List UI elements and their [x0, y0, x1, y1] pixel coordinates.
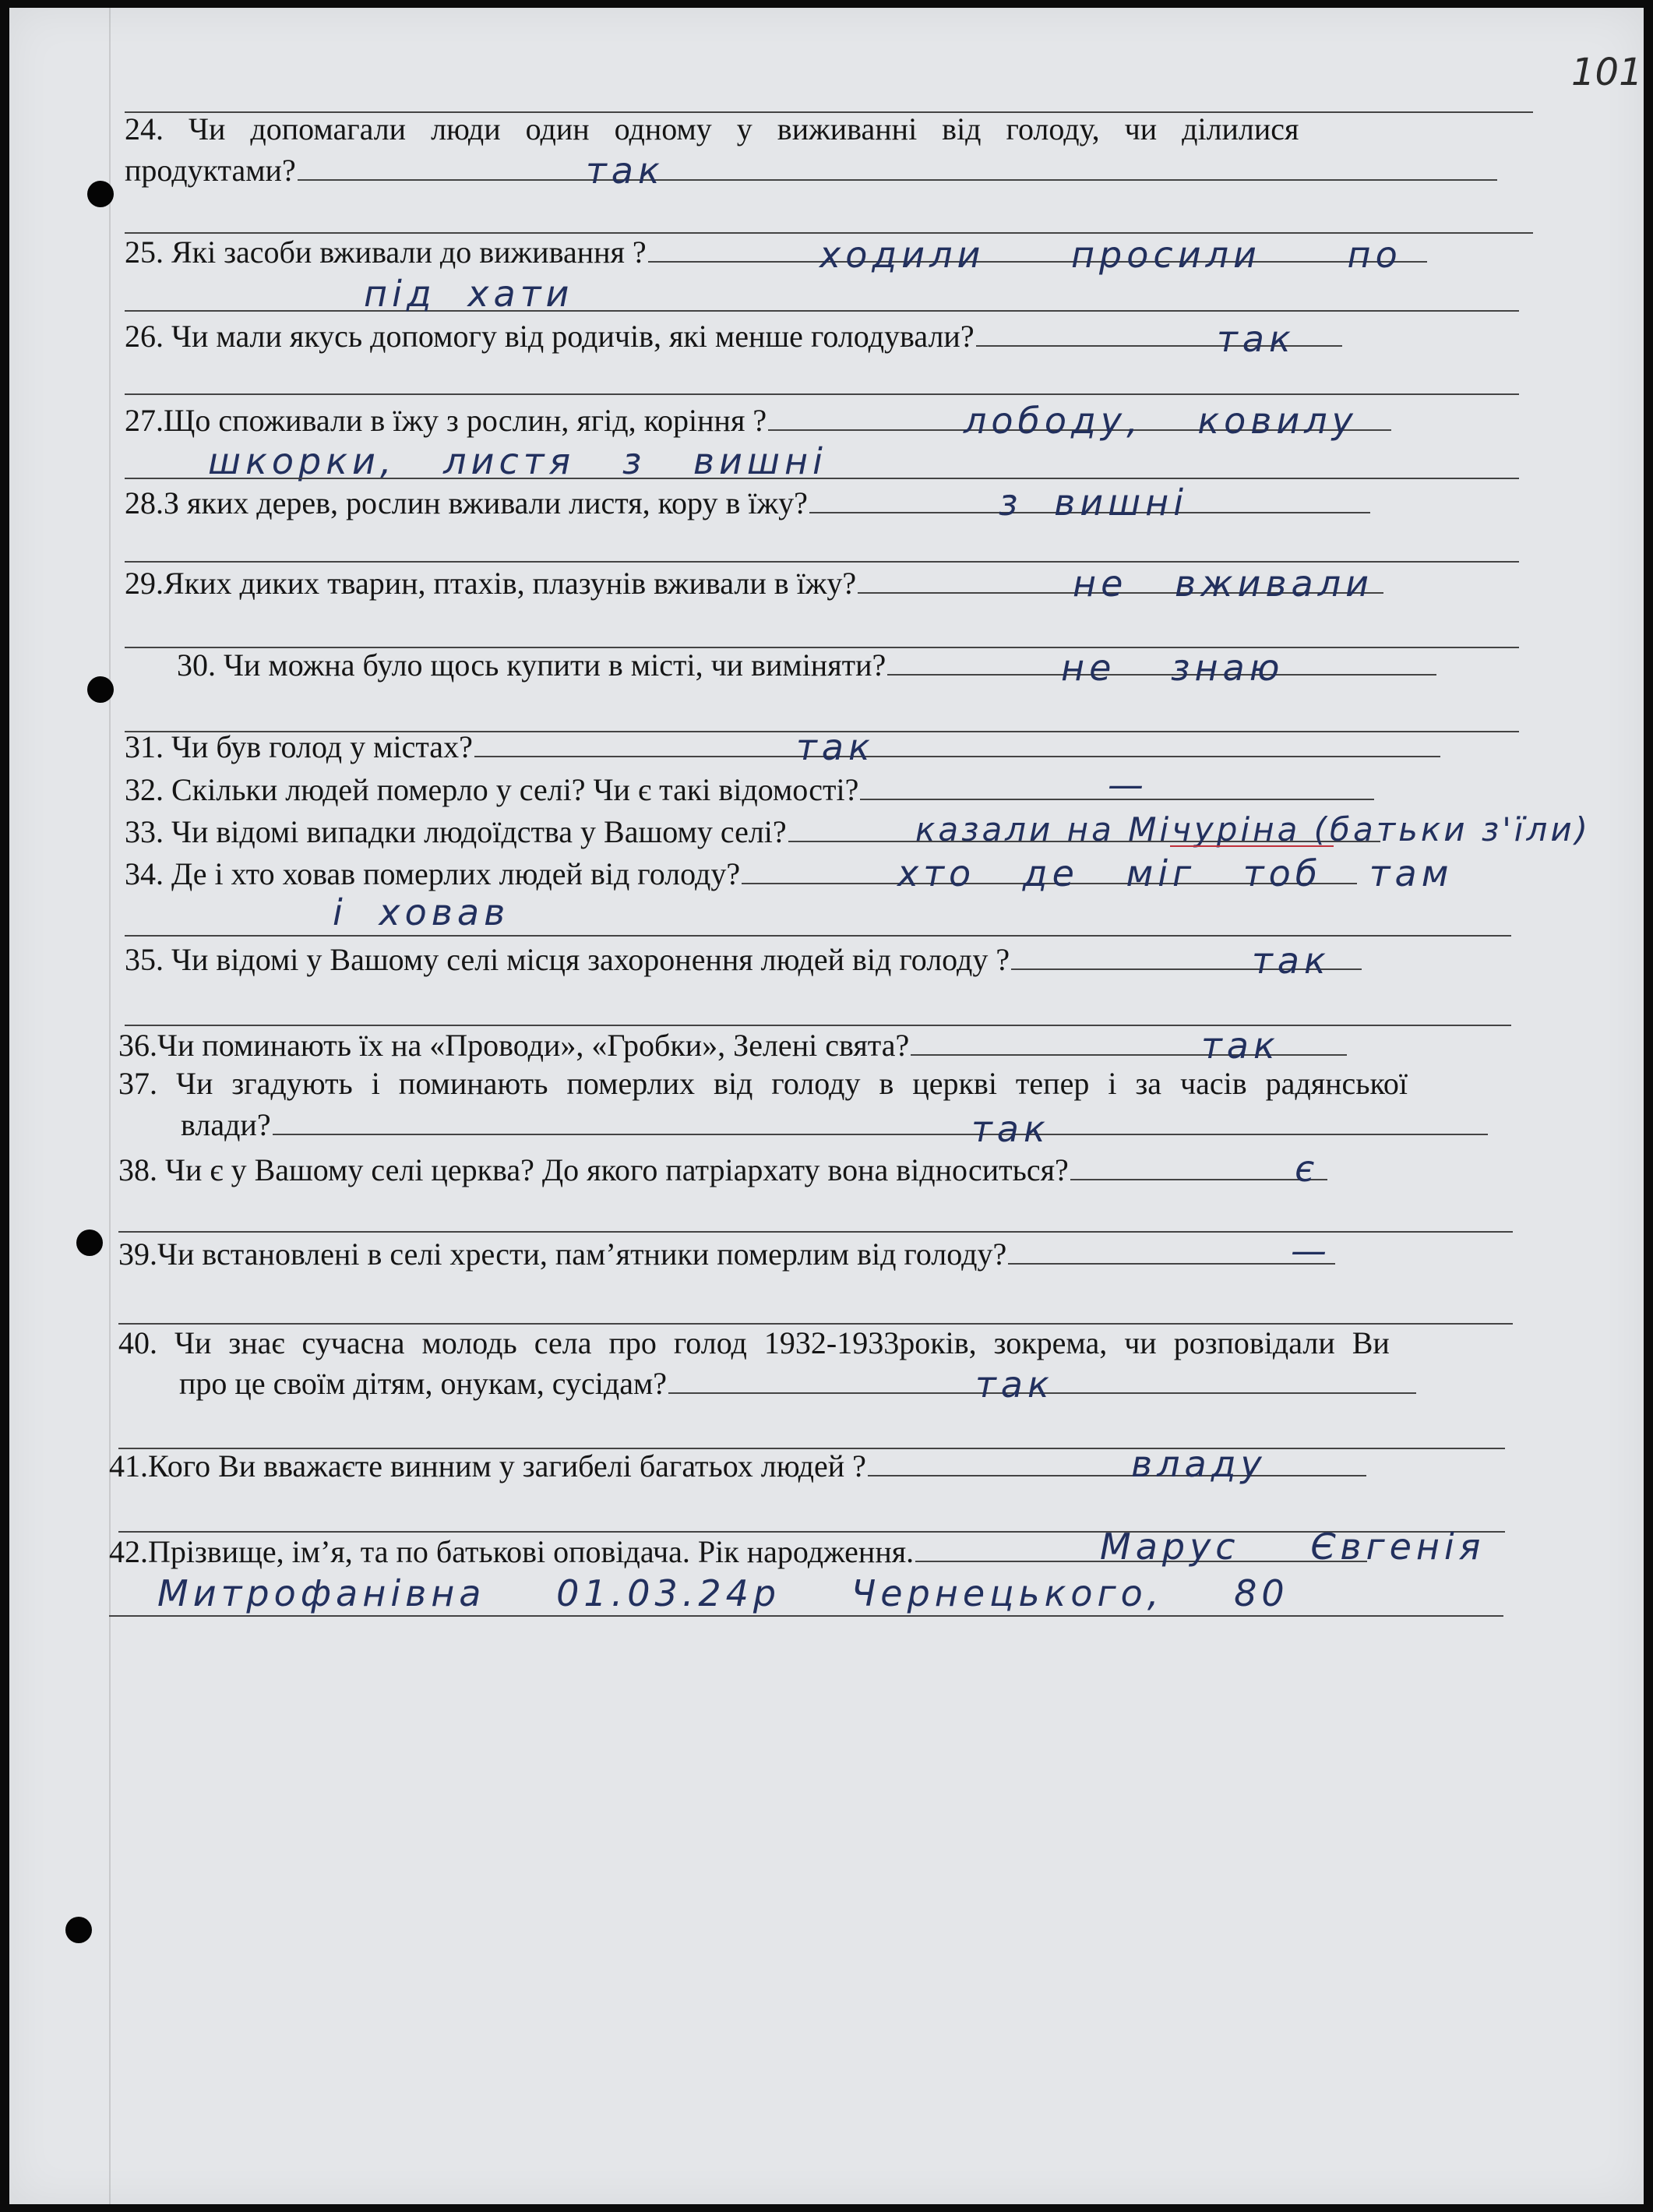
answer-25-line-2: під хати [364, 273, 574, 315]
punch-hole [87, 676, 114, 703]
question-25: 25. Які засоби вживали до виживання ? [125, 234, 1427, 270]
answer-42-line-1: Марус Євгенія [1100, 1526, 1486, 1568]
question-28: 28.З яких дерев, рослин вживали листя, кору в їжу? [125, 485, 1370, 521]
answer-24: так [586, 150, 664, 192]
question-41: 41.Кого Ви вважаєте винним у загибелі багатьох людей ? [109, 1448, 1366, 1484]
question-30: 30. Чи можна було щось купити в місті, чи виміняти? [177, 647, 1436, 683]
red-underline [1170, 845, 1334, 847]
answer-field-24[interactable] [298, 153, 1497, 181]
answer-41: владу [1131, 1443, 1267, 1485]
question-24-line-1 [125, 111, 1535, 147]
answer-field-37[interactable] [273, 1107, 1488, 1135]
question-35: 35. Чи відомі у Вашому селі місця захоронення людей від голоду ? [125, 941, 1362, 978]
answer-33: казали на Мічуріна (батьки з'їли) [915, 810, 1591, 848]
answer-34-line-2: і ховав [333, 891, 510, 933]
page-number: 101 [1571, 51, 1643, 94]
answer-field-31[interactable] [474, 729, 1440, 757]
punch-hole [76, 1229, 103, 1256]
answer-31: так [796, 726, 875, 768]
answer-39: — [1291, 1229, 1331, 1272]
answer-field-39[interactable] [1008, 1237, 1335, 1265]
question-36: 36.Чи поминають їх на «Проводи», «Гробки», Зелені свята? [118, 1027, 1347, 1064]
answer-28: з вишні [999, 482, 1189, 524]
question-31: 31. Чи був голод у містах? [125, 729, 1440, 765]
answer-36: так [1201, 1025, 1280, 1067]
answer-38: є [1295, 1148, 1320, 1190]
question-34: 34. Де і хто ховав померлих людей від голоду? [125, 856, 1357, 892]
answer-25-line-1: ходили просили по [819, 234, 1402, 276]
question-33: 33. Чи відомі випадки людоїдства у Вашому селі? [125, 813, 1380, 850]
answer-34-line-1: хто де міг тоб там [897, 852, 1454, 894]
answer-30: не знаю [1061, 647, 1285, 689]
answer-29: не вживали [1073, 563, 1374, 605]
answer-40: так [975, 1364, 1054, 1406]
question-26: 26. Чи мали якусь допомогу від родичів, які менше голодували? [125, 318, 1342, 355]
paper-fold [109, 8, 111, 2204]
answer-42-line-2: Митрофанівна 01.03.24р Чернецького, 80 [157, 1572, 1289, 1614]
question-40-line-1: 40. Чи знає сучасна молодь села про голод 1932-1933років, зокрема, чи розповідали Ви [118, 1325, 1390, 1360]
answer-field-36[interactable] [911, 1028, 1347, 1056]
answer-27-line-1: лободу, ковилу [964, 400, 1358, 442]
question-38: 38. Чи є у Вашому селі церква? До якого патріархату вона відноситься? [118, 1152, 1327, 1188]
answer-37: так [971, 1108, 1050, 1150]
question-39: 39.Чи встановлені в селі хрести, пам’ятники померлим від голоду? [118, 1236, 1335, 1272]
punch-hole [87, 181, 114, 207]
answer-line-34b [125, 935, 1511, 937]
question-text: 24. Чи допомагали люди один одному у виживанні від голоду, чи ділилися [125, 111, 1299, 146]
question-24-line-2: продуктами? [125, 152, 1497, 189]
answer-35: так [1252, 940, 1331, 982]
answer-line-27b [125, 478, 1519, 479]
question-37-line-2: влади? [181, 1106, 1488, 1143]
answer-27-line-2: шкорки, листя з вишні [208, 440, 827, 482]
separator-line [125, 393, 1519, 395]
separator-line [125, 1025, 1511, 1026]
question-32: 32. Скільки людей померло у селі? Чи є такі відомості? [125, 771, 1374, 808]
question-27: 27.Що споживали в їжу з рослин, ягід, коріння ? [125, 402, 1391, 439]
answer-line-42b [109, 1615, 1503, 1617]
question-40-line-2: про це своїм дітям, онукам, сусідам? [179, 1365, 1416, 1402]
answer-field-41[interactable] [868, 1448, 1366, 1476]
answer-line-25b [125, 310, 1519, 312]
answer-field-38[interactable] [1070, 1152, 1327, 1180]
questionnaire-page [9, 8, 1644, 2204]
answer-26: так [1217, 318, 1295, 360]
punch-hole [65, 1917, 92, 1943]
question-37-line-1: 37. Чи згадують і поминають померлих від голоду в церкві тепер і за часів радянської [118, 1066, 1408, 1101]
question-42: 42.Прізвище, ім’я, та по батькові оповідача. Рік народження. [109, 1533, 1367, 1570]
question-29: 29.Яких диких тварин, птахів, плазунів вживали в їжу? [125, 565, 1383, 602]
answer-32: — [1108, 764, 1148, 806]
